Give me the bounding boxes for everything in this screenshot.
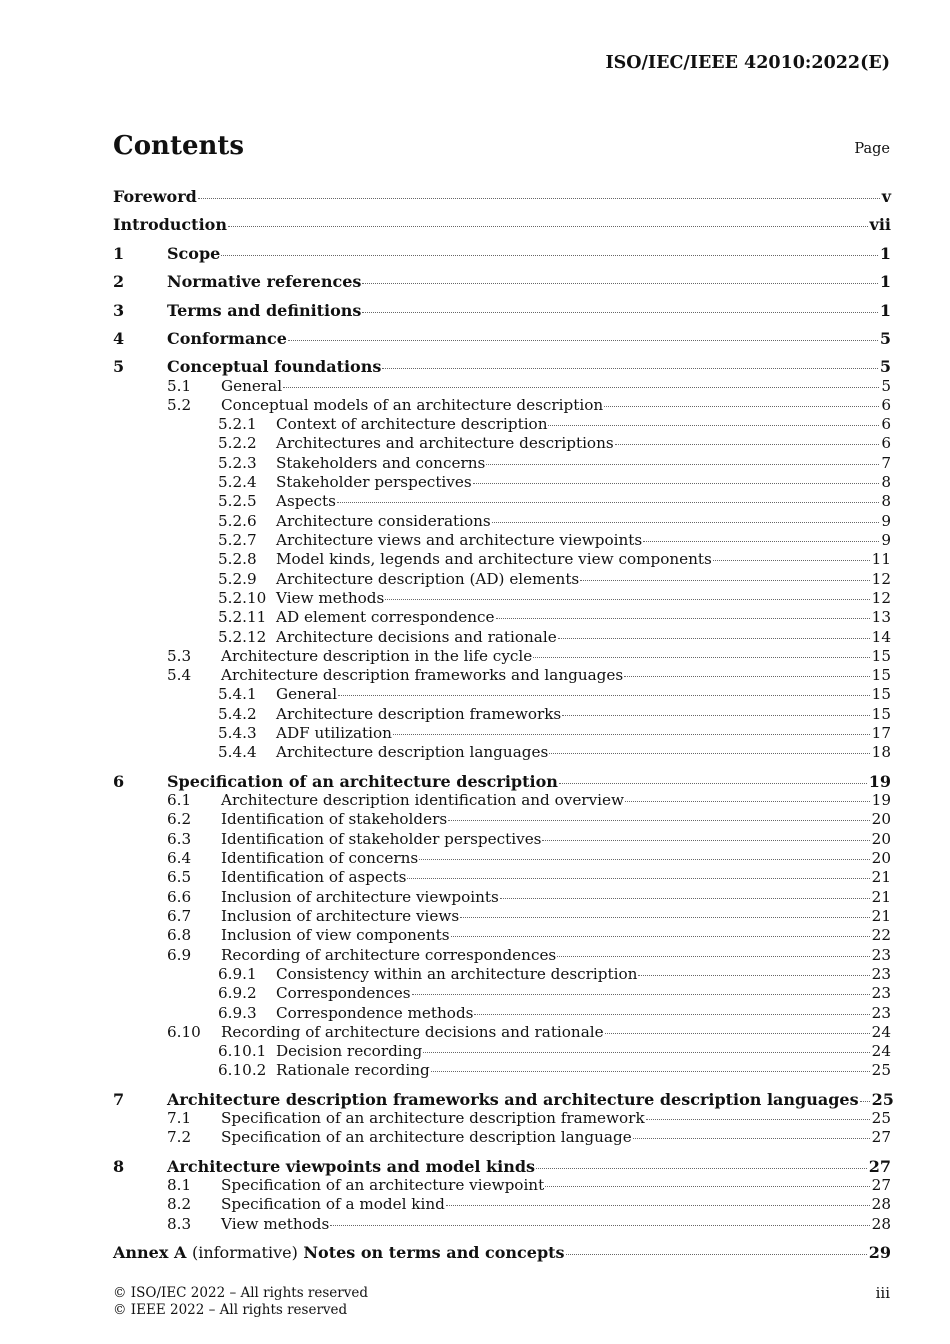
- toc-entry-page: 17: [871, 724, 891, 742]
- annex-informative-tag: (informative): [191, 1243, 298, 1262]
- toc-entry-page: 23: [871, 946, 891, 964]
- dot-leader: [407, 878, 869, 879]
- toc-entry-number: 5.2.2: [218, 434, 257, 452]
- toc-entry-title: Recording of architecture decisions and rationale: [221, 1023, 604, 1041]
- toc-entry-number: 6.8: [167, 926, 192, 944]
- toc-entry[interactable]: [113, 1195, 891, 1214]
- toc-entry[interactable]: [113, 329, 891, 348]
- toc-entry-number: 5.4.4: [218, 743, 257, 761]
- toc-entry-number: 1: [113, 244, 125, 263]
- toc-entry-page: 11: [871, 550, 891, 568]
- toc-entry-page: 6: [881, 415, 891, 433]
- toc-entry-title: Recording of architecture correspondences: [221, 946, 557, 964]
- toc-entry-page: 7: [881, 454, 891, 472]
- toc-entry-title: Model kinds, legends and architecture view components: [276, 550, 712, 568]
- toc-entry-page: 14: [871, 628, 891, 646]
- toc-entry-title: Specification of an architecture description: [167, 772, 558, 791]
- toc-entry-number: 5.2.4: [218, 473, 257, 491]
- toc-entry-title: Inclusion of view components: [221, 926, 450, 944]
- toc-entry[interactable]: [113, 724, 891, 743]
- dot-leader: [558, 638, 870, 639]
- toc-entry-page: 24: [871, 1042, 891, 1060]
- toc-entry-title: Conceptual models of an architecture description: [221, 396, 604, 414]
- toc-entry-title: Inclusion of architecture views: [221, 907, 460, 925]
- toc-entry-page: 5: [879, 357, 891, 376]
- toc-entry-page: 13: [871, 608, 891, 626]
- dot-leader: [643, 541, 879, 542]
- toc-entry[interactable]: [113, 1128, 891, 1147]
- toc-entry[interactable]: [113, 1061, 891, 1080]
- toc-entry[interactable]: [113, 685, 891, 704]
- toc-entry-page: 20: [871, 810, 891, 828]
- dot-leader: [451, 936, 870, 937]
- toc-entry-title: Scope: [167, 244, 221, 263]
- dot-leader: [638, 975, 869, 976]
- toc-entry-title: Specification of an architecture description language: [221, 1128, 632, 1146]
- toc-entry[interactable]: [113, 965, 891, 984]
- dot-leader: [536, 1168, 867, 1169]
- copyright-iso-iec: © ISO/IEC 2022 – All rights reserved: [113, 1285, 368, 1301]
- toc-entry[interactable]: [113, 666, 891, 685]
- page-column-label: Page: [854, 141, 890, 157]
- toc-entry-number: 8.1: [167, 1176, 192, 1194]
- dot-leader: [288, 340, 878, 341]
- toc-entry-number: 6.9: [167, 946, 192, 964]
- toc-entry-page: 28: [871, 1195, 891, 1213]
- annex-label: Annex A: [113, 1243, 187, 1262]
- toc-entry-page: 21: [871, 888, 891, 906]
- toc-entry-title: Correspondences: [276, 984, 411, 1002]
- toc-entry-title: Identification of aspects: [221, 868, 407, 886]
- toc-entry-title: Identification of stakeholders: [221, 810, 448, 828]
- toc-entry-page: 27: [871, 1128, 891, 1146]
- dot-leader: [474, 1014, 869, 1015]
- toc-entry-number: 5: [113, 357, 125, 376]
- toc-entry-title: Architecture description frameworks and architecture description languages: [167, 1090, 859, 1109]
- toc-entry[interactable]: [113, 608, 891, 627]
- toc-entry-page: 23: [871, 984, 891, 1002]
- dot-leader: [492, 522, 880, 523]
- toc-entry-page: 1: [879, 272, 891, 291]
- toc-entry-page: 8: [881, 492, 891, 510]
- toc-entry-title: General: [276, 685, 338, 703]
- dot-leader: [615, 444, 880, 445]
- dot-leader: [362, 283, 877, 284]
- toc-entry[interactable]: [113, 791, 891, 810]
- toc-entry[interactable]: [113, 473, 891, 492]
- toc-entry[interactable]: [113, 570, 891, 589]
- toc-entry[interactable]: [113, 705, 891, 724]
- toc-entry-number: 8.3: [167, 1215, 192, 1233]
- toc-entry[interactable]: [113, 907, 891, 926]
- dot-leader: [382, 368, 878, 369]
- dot-leader: [548, 425, 879, 426]
- copyright-footer: [113, 1285, 368, 1319]
- toc-entry[interactable]: [113, 868, 891, 887]
- toc-entry-title: Specification of an architecture viewpoint: [221, 1176, 545, 1194]
- toc-entry-number: 7: [113, 1090, 125, 1109]
- toc-entry-title: Context of architecture description: [276, 415, 548, 433]
- toc-entry-number: 5.2.12: [218, 628, 267, 646]
- toc-entry[interactable]: [113, 187, 891, 206]
- toc-entry[interactable]: [113, 1157, 891, 1176]
- dot-leader: [562, 715, 869, 716]
- toc-entry-number: 6.10: [167, 1023, 201, 1041]
- toc-entry-number: 7.1: [167, 1109, 192, 1127]
- toc-entry-page: v: [881, 187, 891, 206]
- toc-entry-title: ADF utilization: [276, 724, 392, 742]
- dot-leader: [580, 580, 869, 581]
- toc-entry-number: 5.4: [167, 666, 192, 684]
- toc-entry-number: 8.2: [167, 1195, 192, 1213]
- toc-entry-number: 8: [113, 1157, 125, 1176]
- toc-entry-number: 2: [113, 272, 125, 291]
- toc-entry-title: Identification of stakeholder perspectives: [221, 830, 542, 848]
- toc-entry[interactable]: [113, 454, 891, 473]
- dot-leader: [412, 994, 870, 995]
- toc-entry[interactable]: [113, 415, 891, 434]
- toc-entry-title: Conceptual foundations: [167, 357, 382, 376]
- toc-entry-page: 20: [871, 830, 891, 848]
- toc-entry[interactable]: [113, 244, 891, 263]
- toc-entry-page: 24: [871, 1023, 891, 1041]
- toc-entry[interactable]: [113, 810, 891, 829]
- dot-leader: [625, 801, 870, 802]
- dot-leader: [362, 312, 877, 313]
- dot-leader: [283, 387, 879, 388]
- contents-heading: Contents: [113, 131, 245, 161]
- dot-leader: [473, 483, 880, 484]
- toc-entry-number: 6.10.1: [218, 1042, 267, 1060]
- dot-leader: [624, 676, 869, 677]
- toc-entry[interactable]: [113, 926, 891, 945]
- toc-entry-number: 5.2.7: [218, 531, 257, 549]
- toc-entry-page: 19: [871, 791, 891, 809]
- toc-entry[interactable]: [113, 946, 891, 965]
- toc-entry-number: 7.2: [167, 1128, 192, 1146]
- dot-leader: [338, 695, 870, 696]
- toc-entry-number: 6.9.3: [218, 1004, 257, 1022]
- toc-annex-title: [113, 1243, 565, 1262]
- toc-entry-title: Conformance: [167, 329, 287, 348]
- toc-entry-title: Introduction: [113, 215, 227, 234]
- toc-entry-page: 28: [871, 1215, 891, 1233]
- toc-entry-number: 5.2: [167, 396, 192, 414]
- toc-entry[interactable]: [113, 1215, 891, 1234]
- toc-entry-number: 6.6: [167, 888, 192, 906]
- toc-entry-number: 5.2.9: [218, 570, 257, 588]
- toc-entry-title: View methods: [276, 589, 385, 607]
- toc-entry-number: 5.3: [167, 647, 192, 665]
- toc-entry-number: 6.1: [167, 791, 192, 809]
- toc-entry-number: 5.2.11: [218, 608, 267, 626]
- dot-leader: [330, 1225, 869, 1226]
- dot-leader: [646, 1119, 870, 1120]
- toc-entry-number: 6.3: [167, 830, 192, 848]
- dot-leader: [221, 255, 878, 256]
- toc-entry-title: Architecture description identification and overview: [221, 791, 624, 809]
- toc-entry-page: 25: [871, 1061, 891, 1079]
- toc-entry[interactable]: [113, 888, 891, 907]
- toc-entry-title: Stakeholders and concerns: [276, 454, 486, 472]
- toc-entry[interactable]: [113, 434, 891, 453]
- toc-entry-page: 23: [871, 1004, 891, 1022]
- toc-entry-number: 6.4: [167, 849, 192, 867]
- toc-entry-page: 8: [881, 473, 891, 491]
- copyright-ieee: © IEEE 2022 – All rights reserved: [113, 1302, 348, 1318]
- toc-entry-page: 1: [879, 244, 891, 263]
- dot-leader: [545, 1186, 869, 1187]
- toc-entry-title: Correspondence methods: [276, 1004, 474, 1022]
- toc-entry-title: Architecture viewpoints and model kinds: [167, 1157, 536, 1176]
- toc-entry-page: 9: [881, 531, 891, 549]
- dot-leader: [605, 1033, 870, 1034]
- toc-entry[interactable]: [113, 1004, 891, 1023]
- dot-leader: [460, 917, 870, 918]
- toc-entry-number: 6: [113, 772, 125, 791]
- toc-entry-number: 6.10.2: [218, 1061, 267, 1079]
- toc-entry-number: 3: [113, 301, 125, 320]
- toc-entry[interactable]: [113, 396, 891, 415]
- toc-entry[interactable]: [113, 492, 891, 511]
- dot-leader: [385, 599, 869, 600]
- dot-leader: [486, 464, 879, 465]
- toc-entry-page: 25: [871, 1109, 891, 1127]
- toc-entry-page: 29: [868, 1243, 891, 1262]
- toc-entry[interactable]: [113, 301, 891, 320]
- toc-entry-page: 12: [871, 570, 891, 588]
- toc-entry-title: Identification of concerns: [221, 849, 419, 867]
- toc-entry-title: Specification of a model kind: [221, 1195, 445, 1213]
- toc-entry[interactable]: [113, 830, 891, 849]
- toc-entry-number: 5.4.2: [218, 705, 257, 723]
- toc-entry-number: 6.5: [167, 868, 192, 886]
- toc-entry-number: 5.4.3: [218, 724, 257, 742]
- toc-entry-number: 5.2.8: [218, 550, 257, 568]
- dot-leader: [393, 734, 870, 735]
- toc-entry-title: Foreword: [113, 187, 197, 206]
- toc-entry-page: 23: [871, 965, 891, 983]
- dot-leader: [500, 898, 870, 899]
- toc-entry-page: vii: [869, 215, 891, 234]
- dot-leader: [431, 1071, 870, 1072]
- dot-leader: [559, 783, 867, 784]
- toc-entry-title: Architecture considerations: [276, 512, 491, 530]
- dot-leader: [446, 1205, 870, 1206]
- toc-entry-page: 5: [879, 329, 891, 348]
- dot-leader: [337, 502, 879, 503]
- dot-leader: [860, 1101, 870, 1102]
- toc-entry-number: 4: [113, 329, 125, 348]
- toc-entry-page: 6: [881, 434, 891, 452]
- dot-leader: [448, 820, 870, 821]
- dot-leader: [633, 1138, 870, 1139]
- toc-entry[interactable]: [113, 1042, 891, 1061]
- toc-entry-title: AD element correspondence: [276, 608, 495, 626]
- toc-entry[interactable]: [113, 550, 891, 569]
- toc-entry[interactable]: [113, 984, 891, 1003]
- toc-entry-page: 12: [871, 589, 891, 607]
- annex-title: Notes on terms and concepts: [303, 1243, 565, 1262]
- dot-leader: [423, 1052, 869, 1053]
- toc-entry-page: 1: [879, 301, 891, 320]
- toc-entry-page: 6: [881, 396, 891, 414]
- toc-entry[interactable]: [113, 1176, 891, 1195]
- toc-entry-number: 5.2.6: [218, 512, 257, 530]
- toc-entry[interactable]: [113, 272, 891, 291]
- toc-entry-number: 5.4.1: [218, 685, 257, 703]
- toc-entry-title: Architectures and architecture descriptions: [276, 434, 614, 452]
- toc-entry-title: Architecture description frameworks: [276, 705, 562, 723]
- toc-entry-number: 6.9.1: [218, 965, 257, 983]
- toc-entry[interactable]: [113, 589, 891, 608]
- toc-entry-number: 5.2.1: [218, 415, 257, 433]
- toc-entry-title: Architecture decisions and rationale: [276, 628, 557, 646]
- toc-entry-number: 6.9.2: [218, 984, 257, 1002]
- toc-entry-annex-a[interactable]: [113, 1243, 891, 1262]
- toc-entry-page: 25: [871, 1090, 894, 1109]
- toc-entry-title: Decision recording: [276, 1042, 423, 1060]
- toc-entry-page: 18: [871, 743, 891, 761]
- toc-entry-title: View methods: [221, 1215, 330, 1233]
- toc-entry[interactable]: [113, 357, 891, 376]
- dot-leader: [198, 198, 880, 199]
- toc-entry-number: 5.1: [167, 377, 192, 395]
- dot-leader: [228, 226, 868, 227]
- toc-entry[interactable]: [113, 215, 891, 234]
- dot-leader: [496, 618, 870, 619]
- toc-entry-title: Architecture description frameworks and languages: [221, 666, 624, 684]
- dot-leader: [542, 840, 869, 841]
- toc-entry-page: 21: [871, 907, 891, 925]
- toc-entry-number: 5.2.5: [218, 492, 257, 510]
- toc-entry-page: 15: [871, 685, 891, 703]
- toc-entry-page: 15: [871, 705, 891, 723]
- toc-entry[interactable]: [113, 1023, 891, 1042]
- toc-entry-page: 9: [881, 512, 891, 530]
- toc-entry[interactable]: [113, 628, 891, 647]
- toc-entry-page: 19: [868, 772, 891, 791]
- toc-entry-title: Stakeholder perspectives: [276, 473, 472, 491]
- toc-entry-title: Specification of an architecture description framework: [221, 1109, 645, 1127]
- toc-entry[interactable]: [113, 647, 891, 666]
- dot-leader: [566, 1254, 867, 1255]
- toc-entry[interactable]: [113, 743, 891, 762]
- toc-entry-title: Aspects: [276, 492, 336, 510]
- toc-entry-page: 21: [871, 868, 891, 886]
- toc-entry-page: 27: [871, 1176, 891, 1194]
- toc-entry[interactable]: [113, 849, 891, 868]
- toc-entry-number: 6.2: [167, 810, 192, 828]
- toc-entry-title: Rationale recording: [276, 1061, 430, 1079]
- dot-leader: [549, 753, 869, 754]
- toc-entry-page: 20: [871, 849, 891, 867]
- toc-entry-page: 27: [868, 1157, 891, 1176]
- toc-entry-title: Architecture description (AD) elements: [276, 570, 580, 588]
- toc-entry[interactable]: [113, 531, 891, 550]
- toc-entry[interactable]: [113, 1090, 894, 1109]
- toc-entry[interactable]: [113, 1109, 891, 1128]
- toc-entry-number: 5.2.10: [218, 589, 267, 607]
- dot-leader: [713, 560, 870, 561]
- toc-entry-title: Architecture description languages: [276, 743, 549, 761]
- dot-leader: [557, 956, 869, 957]
- toc-entry-page: 15: [871, 647, 891, 665]
- toc-entry-number: 6.7: [167, 907, 192, 925]
- page-number: iii: [875, 1284, 890, 1302]
- dot-leader: [604, 406, 879, 407]
- toc-entry-page: 22: [871, 926, 891, 944]
- toc-entry-title: Consistency within an architecture description: [276, 965, 638, 983]
- toc-entry-title: Normative references: [167, 272, 362, 291]
- document-identifier: ISO/IEC/IEEE 42010:2022(E): [605, 53, 890, 73]
- toc-entry-title: Architecture views and architecture viewpoints: [276, 531, 643, 549]
- toc-entry[interactable]: [113, 772, 891, 791]
- toc-entry[interactable]: [113, 377, 891, 396]
- toc-entry-title: Inclusion of architecture viewpoints: [221, 888, 499, 906]
- toc-entry-title: Architecture description in the life cycle: [221, 647, 533, 665]
- dot-leader: [533, 657, 869, 658]
- toc-entry-title: General: [221, 377, 283, 395]
- toc-entry-title: Terms and definitions: [167, 301, 362, 320]
- toc-entry[interactable]: [113, 512, 891, 531]
- toc-entry-number: 5.2.3: [218, 454, 257, 472]
- toc-entry-page: 15: [871, 666, 891, 684]
- dot-leader: [419, 859, 869, 860]
- toc-entry-page: 5: [881, 377, 891, 395]
